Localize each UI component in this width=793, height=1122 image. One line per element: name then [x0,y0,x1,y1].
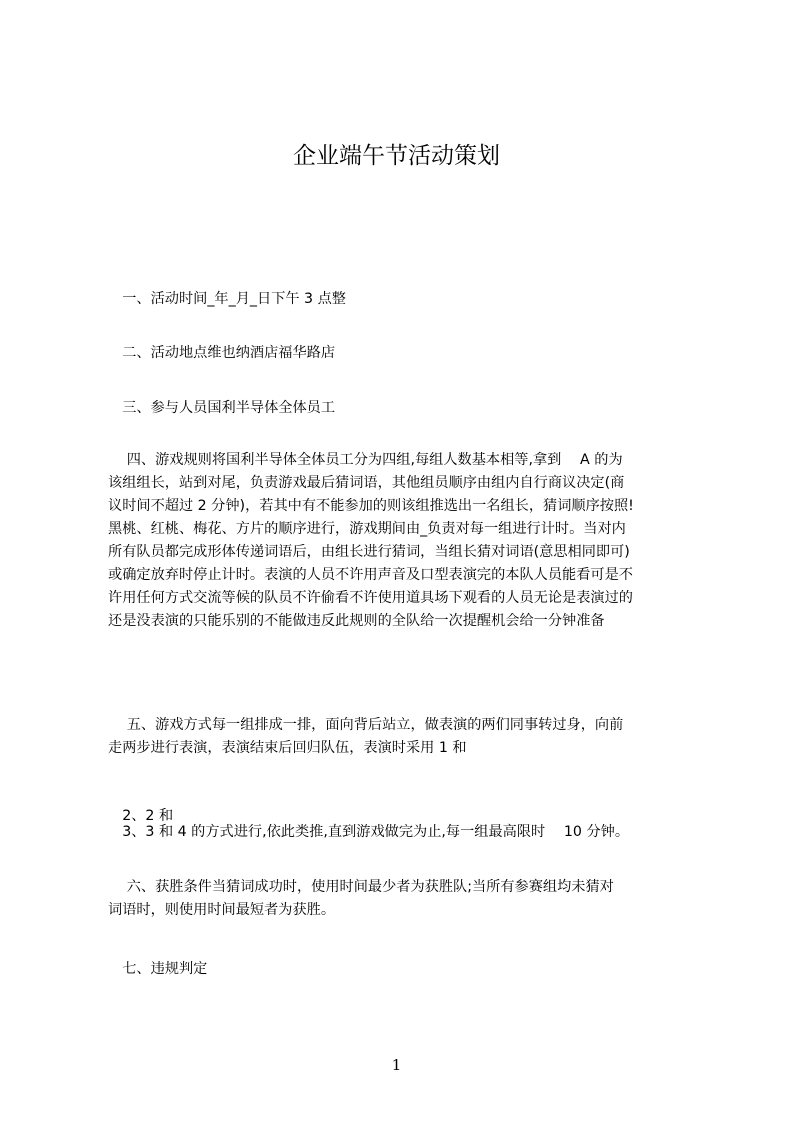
paragraph-win-condition [108,876,698,922]
paragraph-activity-location [108,342,698,365]
paragraph-line: 黑桃、红桃、梅花、方片的顺序进行，游戏期间由_负责对每一组进行计时。当对内 [108,521,626,537]
paragraph-line: 该组组长，站到对尾，负责游戏最后猜词语，其他组员顺序由组内自行商议决定(商 [108,475,625,491]
paragraph-line: 还是没表演的只能乐别的不能做违反此规则的全队给一次提醒机会给一分钟准备 [108,613,605,629]
document-title: 企业端午节活动策划 [293,143,500,169]
paragraph-line: 走两步进行表演，表演结束后回归队伍，表演时采用 1 和 [108,740,467,756]
paragraph-line: 3、3 和 4 的方式进行,依此类推,直到游戏做完为止,每一组最高限时 10 分钟。 [108,824,630,840]
paragraph-line: 五、游戏方式每一组排成一排，面向背后站立，做表演的两们同事转过身，向前 [108,717,624,733]
paragraph-line: 二、活动地点维也纳酒店福华路店 [108,345,336,361]
paragraph-line: 三、参与人员国利半导体全体员工 [108,400,336,416]
paragraph-activity-time [108,288,698,311]
paragraph-item-3 [108,821,698,844]
paragraph-violations [108,958,698,981]
paragraph-game-method [108,714,698,760]
paragraph-participants [108,397,698,420]
paragraph-line: 七、违规判定 [108,961,208,977]
paragraph-line: 所有队员都完成形体传递词语后，由组长进行猜词，当组长猜对词语(意思相同即可) [108,544,630,560]
paragraph-line: 2、2 和 [108,808,174,824]
page-number: 1 [391,1056,402,1074]
paragraph-game-rules [108,449,698,633]
paragraph-line: 许用任何方式交流等候的队员不许偷看不许使用道具场下观看的人员无论是表演过的 [108,590,633,606]
paragraph-line: 议时间不超过 2 分钟)，若其中有不能参加的则该组推选出一名组长，猜词顺序按照! [108,498,634,514]
paragraph-line: 六、获胜条件当猜词成功时，使用时间最少者为获胜队;当所有参赛组均未猜对 [108,879,614,895]
paragraph-line: 或确定放弃时停止计时。表演的人员不许用声音及口型表演完的本队人员能看可是不 [108,567,633,583]
paragraph-line: 一、活动时间_年_月_日下午 3 点整 [108,291,346,307]
paragraph-line: 词语时，则使用时间最短者为获胜。 [108,902,336,918]
paragraph-line: 四、游戏规则将国利半导体全体员工分为四组,每组人数基本相等,拿到 A 的为 [108,452,623,468]
